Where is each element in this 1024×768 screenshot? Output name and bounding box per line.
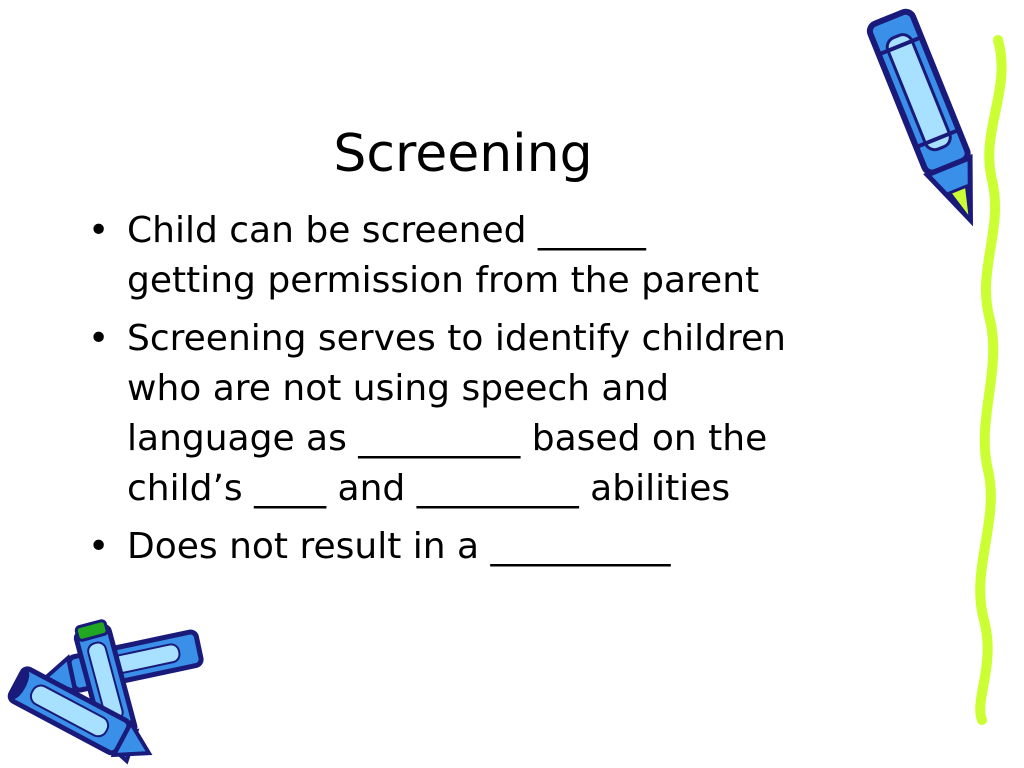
bullet-item (82, 206, 942, 306)
slide-title: Screening (333, 124, 593, 184)
bullet-line: language as _________ based on the (127, 418, 768, 459)
crayons-icon (0, 615, 210, 768)
bullet-line: child’s ____ and _________ abilities (127, 468, 731, 509)
bullet-item (82, 314, 942, 514)
bullet-line: Screening serves to identify children (127, 318, 786, 359)
bullet-mark: • (88, 526, 110, 567)
bullet-item (82, 522, 942, 572)
bullet-list (82, 206, 942, 580)
bullet-line: Child can be screened ______ (127, 210, 646, 251)
bullet-mark: • (88, 318, 110, 359)
bullet-line: getting permission from the parent (127, 260, 760, 301)
bullet-line: Does not result in a __________ (127, 526, 671, 567)
bullet-line: who are not using speech and (127, 368, 670, 409)
bullet-mark: • (88, 210, 110, 251)
